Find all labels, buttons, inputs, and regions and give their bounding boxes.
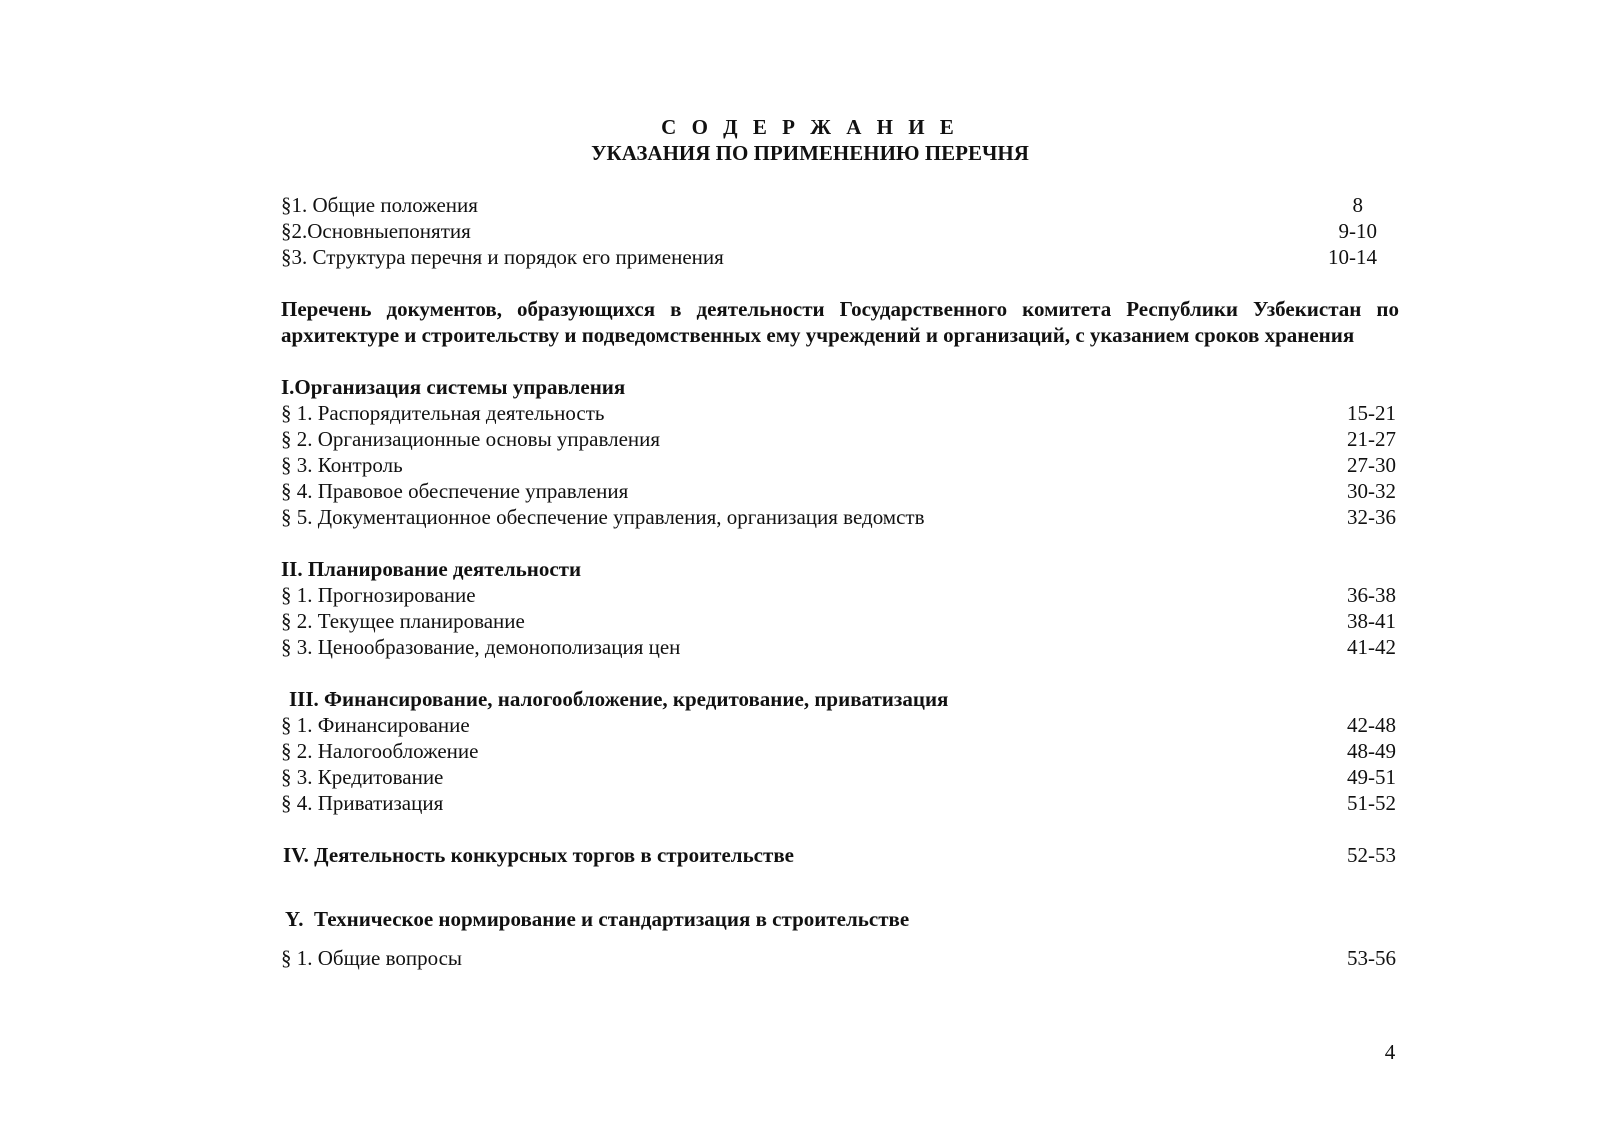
toc-row	[281, 400, 1399, 426]
section-iv	[281, 842, 1399, 868]
toc-pages: 21-27	[1347, 427, 1396, 451]
toc-row	[281, 764, 1399, 790]
section-ii	[281, 556, 1399, 660]
toc-pages: 36-38	[1347, 583, 1396, 607]
toc-row	[281, 426, 1399, 452]
toc-label: § 3. Контроль	[281, 453, 403, 477]
toc-pages: 42-48	[1347, 713, 1396, 737]
toc-label: § 2. Текущее планирование	[281, 609, 525, 633]
toc-pages: 10-14	[1328, 245, 1377, 269]
toc-pages: 53-56	[1347, 946, 1396, 970]
section-heading: III. Финансирование, налогообложение, кредитование, приватизация	[289, 687, 949, 711]
toc-pages: 51-52	[1347, 791, 1396, 815]
toc-row	[281, 842, 1399, 868]
toc-row	[281, 478, 1399, 504]
section-i	[281, 374, 1399, 530]
page-number: 4	[1384, 1040, 1396, 1064]
toc-pages: 49-51	[1347, 765, 1396, 789]
toc-row	[281, 738, 1399, 764]
toc-label: § 2. Налогообложение	[281, 739, 479, 763]
toc-pages: 30-32	[1347, 479, 1396, 503]
toc-row	[281, 608, 1399, 634]
toc-label: §2.Основныепонятия	[281, 219, 471, 243]
toc-row	[281, 712, 1399, 738]
toc-row	[281, 192, 1399, 218]
toc-row	[281, 582, 1399, 608]
toc-row	[281, 452, 1399, 478]
section-iii	[281, 686, 1399, 816]
toc-pages: 41-42	[1347, 635, 1396, 659]
toc-pages: 32-36	[1347, 505, 1396, 529]
section-heading: II. Планирование деятельности	[281, 557, 582, 581]
toc-row	[281, 634, 1399, 660]
toc-label: § 1. Прогнозирование	[281, 583, 476, 607]
toc-label: § 4. Правовое обеспечение управления	[281, 479, 629, 503]
toc-pages: 48-49	[1347, 739, 1396, 763]
section-heading: Y. Техническое нормирование и стандартизация в строительстве	[285, 907, 910, 931]
toc-content	[281, 192, 1399, 997]
section-heading: IV. Деятельность конкурсных торгов в строительстве	[283, 843, 794, 867]
toc-pages: 9-10	[1338, 219, 1377, 243]
intro-list	[281, 192, 1399, 270]
toc-label: § 5. Документационное обеспечение управления, организация ведомств	[281, 505, 925, 529]
toc-pages: 15-21	[1347, 401, 1396, 425]
section-v	[281, 906, 1399, 971]
toc-label: § 1. Общие вопросы	[281, 946, 463, 970]
toc-row	[281, 244, 1399, 270]
list-heading: Перечень документов, образующихся в деятельности Государственного комитета Республики Узбекистан по архитектуре и строительству и подведомственных ему учреждений и организаций, с указанием сроков хранения	[281, 297, 1399, 347]
toc-label: §1. Общие положения	[281, 193, 478, 217]
toc-label: § 3. Кредитование	[281, 765, 444, 789]
toc-label: § 2. Организационные основы управления	[281, 427, 661, 451]
section-heading: I.Организация системы управления	[281, 375, 626, 399]
toc-row	[281, 790, 1399, 816]
toc-label: § 1. Финансирование	[281, 713, 470, 737]
toc-label: § 3. Ценообразование, демонополизация цен	[281, 635, 681, 659]
page-title: С О Д Е Р Ж А Н И Е	[661, 115, 959, 139]
page-subtitle: УКАЗАНИЯ ПО ПРИМЕНЕНИЮ ПЕРЕЧНЯ	[591, 141, 1029, 165]
toc-row	[281, 945, 1399, 971]
toc-label: § 4. Приватизация	[281, 791, 444, 815]
toc-pages: 38-41	[1347, 609, 1396, 633]
toc-pages: 27-30	[1347, 453, 1396, 477]
toc-label: §3. Структура перечня и порядок его применения	[281, 245, 724, 269]
toc-row	[281, 504, 1399, 530]
toc-pages: 8	[1352, 193, 1363, 217]
toc-row	[281, 218, 1399, 244]
toc-pages: 52-53	[1347, 843, 1396, 867]
toc-label: § 1. Распорядительная деятельность	[281, 401, 605, 425]
